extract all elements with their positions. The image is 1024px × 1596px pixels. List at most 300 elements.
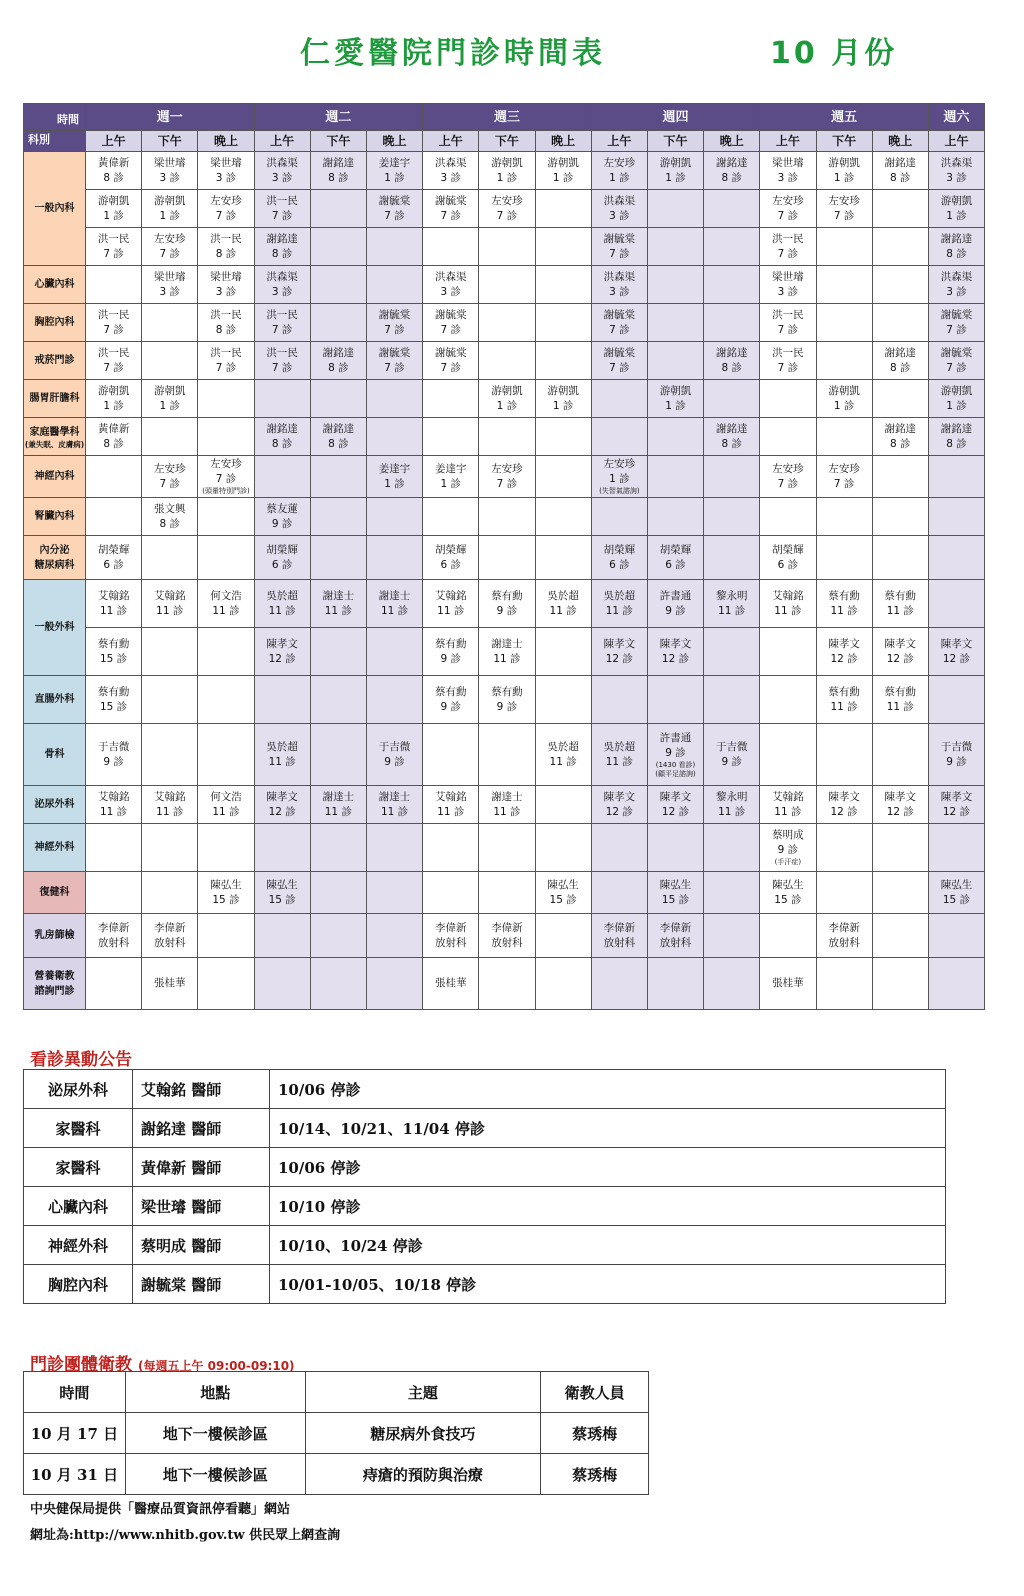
doctor-name: 梁世璿 [772,156,804,169]
empty-schedule-cell [198,536,254,580]
schedule-cell [928,152,984,190]
clinic-room: 7 診 [271,209,293,222]
empty-schedule-cell [535,914,591,958]
clinic-room: 1 診 [384,477,405,490]
schedule-cell [423,580,479,628]
clinic-room: 7 診 [159,477,181,490]
department-name-line2: 諮詢門診 [34,985,75,997]
schedule-cell [816,380,872,418]
schedule-cell [591,724,647,786]
day-header: 週五 [760,104,929,131]
clinic-room: 7 診 [384,209,405,222]
schedule-cell [647,914,703,958]
empty-schedule-cell [310,958,366,1010]
doctor-name: 左安珍 [603,458,636,470]
slot-header: 晚上 [366,131,422,152]
empty-schedule-cell [254,958,310,1010]
empty-schedule-cell [928,676,984,724]
doctor-name: 左安珍 [210,194,242,207]
schedule-cell [86,724,142,786]
schedule-cell [86,914,142,958]
slot-header: 下午 [479,131,535,152]
clinic-room: 7 診 [777,247,799,260]
doctor-name: 蔡有勳 [97,637,130,650]
doctor-name: 洪森渠 [266,270,298,283]
doctor-name: 謝毓棠 [940,346,973,359]
doctor-name: 姜達宇 [435,462,467,475]
empty-schedule-cell [142,872,198,914]
doctor-name: 陳孝文 [884,790,917,803]
clinic-room: 7 診 [215,361,237,374]
schedule-row [24,498,985,536]
doctor-name: 陳孝文 [659,790,692,803]
clinic-room: 1 診 [496,171,518,184]
cell-note: (顧平足諮詢) [655,769,696,778]
doctor-name: 吳於超 [547,589,579,602]
schedule-cell [86,536,142,580]
doctor-name: 游朝凱 [491,156,523,169]
clinic-room: 3 診 [777,171,799,184]
clinic-room: 8 診 [946,247,967,260]
clinic-room: 7 診 [609,323,630,336]
doctor-name: 艾翰銘 [435,589,467,602]
schedule-cell [479,456,535,498]
doctor-name: 陳孝文 [940,637,973,650]
clinic-room: 7 診 [609,247,630,260]
empty-schedule-cell [479,872,535,914]
clinic-room: 15 診 [99,652,128,665]
schedule-row [24,418,985,456]
empty-schedule-cell [816,724,872,786]
empty-schedule-cell [928,580,984,628]
empty-schedule-cell [872,958,928,1010]
doctor-name: 洪一民 [210,232,242,245]
education-staff: 蔡琇梅 [541,1454,649,1495]
doctor-name: 洪森渠 [603,270,636,283]
empty-schedule-cell [366,380,422,418]
clinic-room: 11 診 [549,755,577,768]
empty-schedule-cell [423,498,479,536]
doctor-name: 胡榮輝 [97,543,130,556]
schedule-row [24,536,985,580]
schedule-cell [816,190,872,228]
empty-schedule-cell [366,676,422,724]
doctor-name: 陳孝文 [266,637,298,650]
doctor-name: 梁世璿 [154,156,186,169]
doctor-name: 于吉微 [940,740,973,753]
clinic-room: 1 診 [103,209,124,222]
empty-schedule-cell [142,418,198,456]
clinic-room: 放射科 [659,936,692,949]
schedule-cell [591,456,647,498]
doctor-name: 謝銘達 [884,346,917,359]
clinic-room: 12 診 [942,805,971,818]
schedule-cell [142,152,198,190]
clinic-room: 6 診 [665,558,686,571]
cell-note: (頭暈特別門診) [202,487,250,495]
schedule-cell [760,266,816,304]
schedule-row [24,580,985,628]
doctor-name: 左安珍 [491,194,523,207]
clinic-room: 11 診 [99,805,128,818]
clinic-room: 11 診 [99,604,128,617]
empty-schedule-cell [760,380,816,418]
empty-schedule-cell [310,724,366,786]
doctor-name: 左安珍 [154,462,186,475]
notice-row [24,1226,946,1265]
empty-schedule-cell [647,342,703,380]
empty-schedule-cell [254,380,310,418]
schedule-cell [366,580,422,628]
empty-schedule-cell [198,380,254,418]
doctor-name: 謝達士 [378,589,411,602]
notice-row [24,1265,946,1304]
doctor-name: 謝銘達 [715,422,748,435]
empty-schedule-cell [310,228,366,266]
doctor-name: 謝毓棠 [378,346,411,359]
doctor-name: 洪一民 [97,232,130,245]
clinic-room: 11 診 [605,755,633,768]
doctor-name: 艾翰銘 [154,790,186,803]
doctor-name: 謝銘達 [266,422,298,435]
schedule-cell [591,342,647,380]
doctor-name: 游朝凱 [491,384,523,397]
schedule-cell [254,342,310,380]
empty-schedule-cell [647,456,703,498]
doctor-name: 左安珍 [603,156,636,169]
empty-schedule-cell [535,456,591,498]
doctor-name: 游朝凱 [659,156,692,169]
doctor-name: 胡榮輝 [659,543,692,556]
doctor-name: 吳於超 [603,740,636,753]
clinic-room: 15 診 [99,700,128,713]
schedule-cell [872,580,928,628]
empty-schedule-cell [142,342,198,380]
doctor-name: 洪一民 [266,194,298,207]
empty-schedule-cell [704,628,760,676]
clinic-room: 7 診 [103,361,124,374]
department-name: 內分泌 [39,544,70,556]
day-header: 週一 [86,104,255,131]
department-name: 神經外科 [34,842,75,853]
clinic-room: 3 診 [440,171,462,184]
empty-schedule-cell [704,676,760,724]
clinic-room: 11 診 [212,805,240,818]
empty-schedule-cell [310,304,366,342]
doctor-name: 謝毓棠 [603,308,636,321]
department-label [24,380,86,418]
schedule-cell [142,190,198,228]
schedule-cell [704,580,760,628]
schedule-cell [254,304,310,342]
schedule-row [24,456,985,498]
doctor-name: 蔡有勳 [828,685,860,698]
clinic-room: 11 診 [324,604,352,617]
clinic-room: 6 診 [777,558,799,571]
schedule-cell [647,380,703,418]
schedule-cell [310,786,366,824]
schedule-cell [479,380,535,418]
schedule-cell [254,628,310,676]
clinic-room: 7 診 [609,361,630,374]
notice-row [24,1187,946,1226]
schedule-cell [760,580,816,628]
department-label [24,498,86,536]
schedule-cell [535,580,591,628]
clinic-room: 7 診 [496,477,518,490]
doctor-name: 左安珍 [772,194,804,207]
education-topic: 痔瘡的預防與治療 [305,1454,541,1495]
clinic-room: 1 診 [159,209,181,222]
clinic-room: 1 診 [440,477,462,490]
empty-schedule-cell [423,418,479,456]
empty-schedule-cell [535,824,591,872]
empty-schedule-cell [479,266,535,304]
schedule-cell [86,380,142,418]
schedule-cell [479,152,535,190]
empty-schedule-cell [872,456,928,498]
doctor-name: 蔡明成 [772,829,804,841]
empty-schedule-cell [760,914,816,958]
clinic-room: 7 診 [833,477,855,490]
schedule-cell [760,304,816,342]
clinic-room: 7 診 [440,361,462,374]
empty-schedule-cell [86,872,142,914]
empty-schedule-cell [310,380,366,418]
clinic-room: 放射科 [603,936,636,949]
clinic-room: 1 診 [833,171,855,184]
clinic-room: 1 診 [552,171,574,184]
schedule-cell [142,958,198,1010]
schedule-cell [198,304,254,342]
clinic-room: 9 診 [103,755,124,768]
schedule-cell [479,628,535,676]
empty-schedule-cell [142,304,198,342]
doctor-name: 張桂華 [772,977,804,989]
schedule-cell [198,228,254,266]
empty-schedule-cell [535,536,591,580]
notice-department: 家醫科 [24,1148,133,1187]
doctor-name: 洪森渠 [603,194,636,207]
schedule-cell [647,724,703,786]
schedule-row [24,380,985,418]
department-name: 腎臟內科 [34,511,75,522]
doctor-name: 李偉新 [435,921,467,934]
empty-schedule-cell [535,266,591,304]
clinic-room: 9 診 [496,700,518,713]
empty-schedule-cell [591,872,647,914]
empty-schedule-cell [198,418,254,456]
doctor-name: 陳孝文 [266,790,298,803]
clinic-room: 11 診 [268,755,296,768]
doctor-name: 吳於超 [266,589,298,602]
doctor-name: 梁世璿 [154,270,186,283]
doctor-name: 于吉微 [715,740,748,753]
empty-schedule-cell [198,914,254,958]
empty-schedule-cell [591,958,647,1010]
doctor-name: 謝毓棠 [603,232,636,245]
clinic-room: 8 診 [721,171,742,184]
doctor-name: 陳弘生 [266,878,298,891]
clinic-room: 9 診 [665,604,686,617]
doctor-name: 陳孝文 [659,637,692,650]
empty-schedule-cell [816,418,872,456]
doctor-name: 謝銘達 [322,156,355,169]
empty-schedule-cell [872,380,928,418]
doctor-name: 李偉新 [603,921,636,934]
notice-doctor: 黃偉新 醫師 [133,1148,270,1187]
department-label [24,958,86,1010]
empty-schedule-cell [760,724,816,786]
clinic-room: 11 診 [605,604,633,617]
clinic-room: 1 診 [665,171,686,184]
schedule-row [24,628,985,676]
schedule-cell [198,872,254,914]
clinic-room: 9 診 [721,755,742,768]
department-label [24,786,86,824]
empty-schedule-cell [310,536,366,580]
department-label [24,152,86,266]
schedule-row [24,304,985,342]
clinic-room: 1 診 [946,399,967,412]
education-place: 地下一樓候診區 [125,1454,305,1495]
empty-schedule-cell [704,380,760,418]
schedule-cell [591,190,647,228]
schedule-cell [254,152,310,190]
empty-schedule-cell [872,190,928,228]
schedule-cell [928,190,984,228]
schedule-cell [310,580,366,628]
empty-schedule-cell [647,676,703,724]
notice-department: 神經外科 [24,1226,133,1265]
schedule-cell [479,914,535,958]
doctor-name: 謝毓棠 [435,346,467,359]
empty-schedule-cell [704,824,760,872]
schedule-cell [142,580,198,628]
doctor-name: 洪森渠 [940,156,973,169]
empty-schedule-cell [647,958,703,1010]
schedule-cell [423,342,479,380]
schedule-cell [816,628,872,676]
clinic-room: 8 診 [328,171,349,184]
schedule-cell [760,342,816,380]
clinic-room: 12 診 [830,652,858,665]
doctor-name: 許書通 [659,589,692,602]
empty-schedule-cell [535,786,591,824]
empty-schedule-cell [423,872,479,914]
clinic-room: 1 診 [552,399,574,412]
empty-schedule-cell [872,914,928,958]
day-header: 週三 [423,104,592,131]
notice-info: 10/14、10/21、11/04 停診 [270,1109,946,1148]
empty-schedule-cell [816,824,872,872]
schedule-cell [591,152,647,190]
schedule-cell [142,456,198,498]
schedule-cell [647,152,703,190]
empty-schedule-cell [198,824,254,872]
doctor-name: 游朝凱 [659,384,692,397]
empty-schedule-cell [366,498,422,536]
empty-schedule-cell [142,536,198,580]
doctor-name: 謝達士 [322,589,355,602]
empty-schedule-cell [591,380,647,418]
doctor-name: 謝達士 [491,790,523,803]
empty-schedule-cell [310,628,366,676]
empty-schedule-cell [535,676,591,724]
doctor-name: 謝銘達 [322,422,355,435]
doctor-name: 謝毓棠 [378,194,411,207]
schedule-row [24,266,985,304]
slot-header: 下午 [816,131,872,152]
clinic-room: 3 診 [215,171,237,184]
schedule-cell [704,342,760,380]
department-label [24,872,86,914]
empty-schedule-cell [479,498,535,536]
schedule-cell [423,958,479,1010]
clinic-room: 3 診 [609,209,630,222]
doctor-name: 陳弘生 [772,878,804,891]
empty-schedule-cell [704,536,760,580]
schedule-cell [928,628,984,676]
schedule-cell [142,380,198,418]
slot-header: 晚上 [198,131,254,152]
doctor-name: 洪一民 [266,346,298,359]
clinic-room: 1 診 [384,171,405,184]
doctor-name: 洪一民 [210,308,242,321]
clinic-room: 7 診 [103,247,124,260]
clinic-room: 放射科 [828,936,860,949]
empty-schedule-cell [872,228,928,266]
empty-schedule-cell [816,266,872,304]
clinic-room: 3 診 [777,285,799,298]
clinic-room: 11 診 [886,700,914,713]
notice-department: 心臟內科 [24,1187,133,1226]
empty-schedule-cell [479,724,535,786]
clinic-room: 3 診 [946,171,967,184]
doctor-name: 吳於超 [266,740,298,753]
empty-schedule-cell [591,498,647,536]
doctor-name: 胡榮輝 [266,543,298,556]
department-name: 骨科 [44,749,65,760]
clinic-room: 7 診 [946,323,967,336]
schedule-cell [816,580,872,628]
empty-schedule-cell [591,824,647,872]
schedule-cell [86,190,142,228]
empty-schedule-cell [366,266,422,304]
education-header-cell: 衛教人員 [541,1372,649,1413]
doctor-name: 艾翰銘 [435,790,467,803]
doctor-name: 謝毓棠 [378,308,411,321]
clinic-room: 3 診 [159,285,181,298]
empty-schedule-cell [535,628,591,676]
education-header-row [24,1372,649,1413]
doctor-name: 蔡友蓮 [266,502,298,515]
empty-schedule-cell [704,456,760,498]
doctor-name: 洪一民 [266,308,298,321]
clinic-room: 11 診 [437,604,465,617]
empty-schedule-cell [198,628,254,676]
schedule-cell [928,266,984,304]
empty-schedule-cell [423,824,479,872]
corner-time-label: 時間 [57,113,79,126]
schedule-cell [535,152,591,190]
empty-schedule-cell [816,228,872,266]
schedule-cell [423,786,479,824]
doctor-name: 謝達士 [322,790,355,803]
clinic-room: 7 診 [440,323,462,336]
slot-header: 下午 [310,131,366,152]
notice-info: 10/10、10/24 停診 [270,1226,946,1265]
